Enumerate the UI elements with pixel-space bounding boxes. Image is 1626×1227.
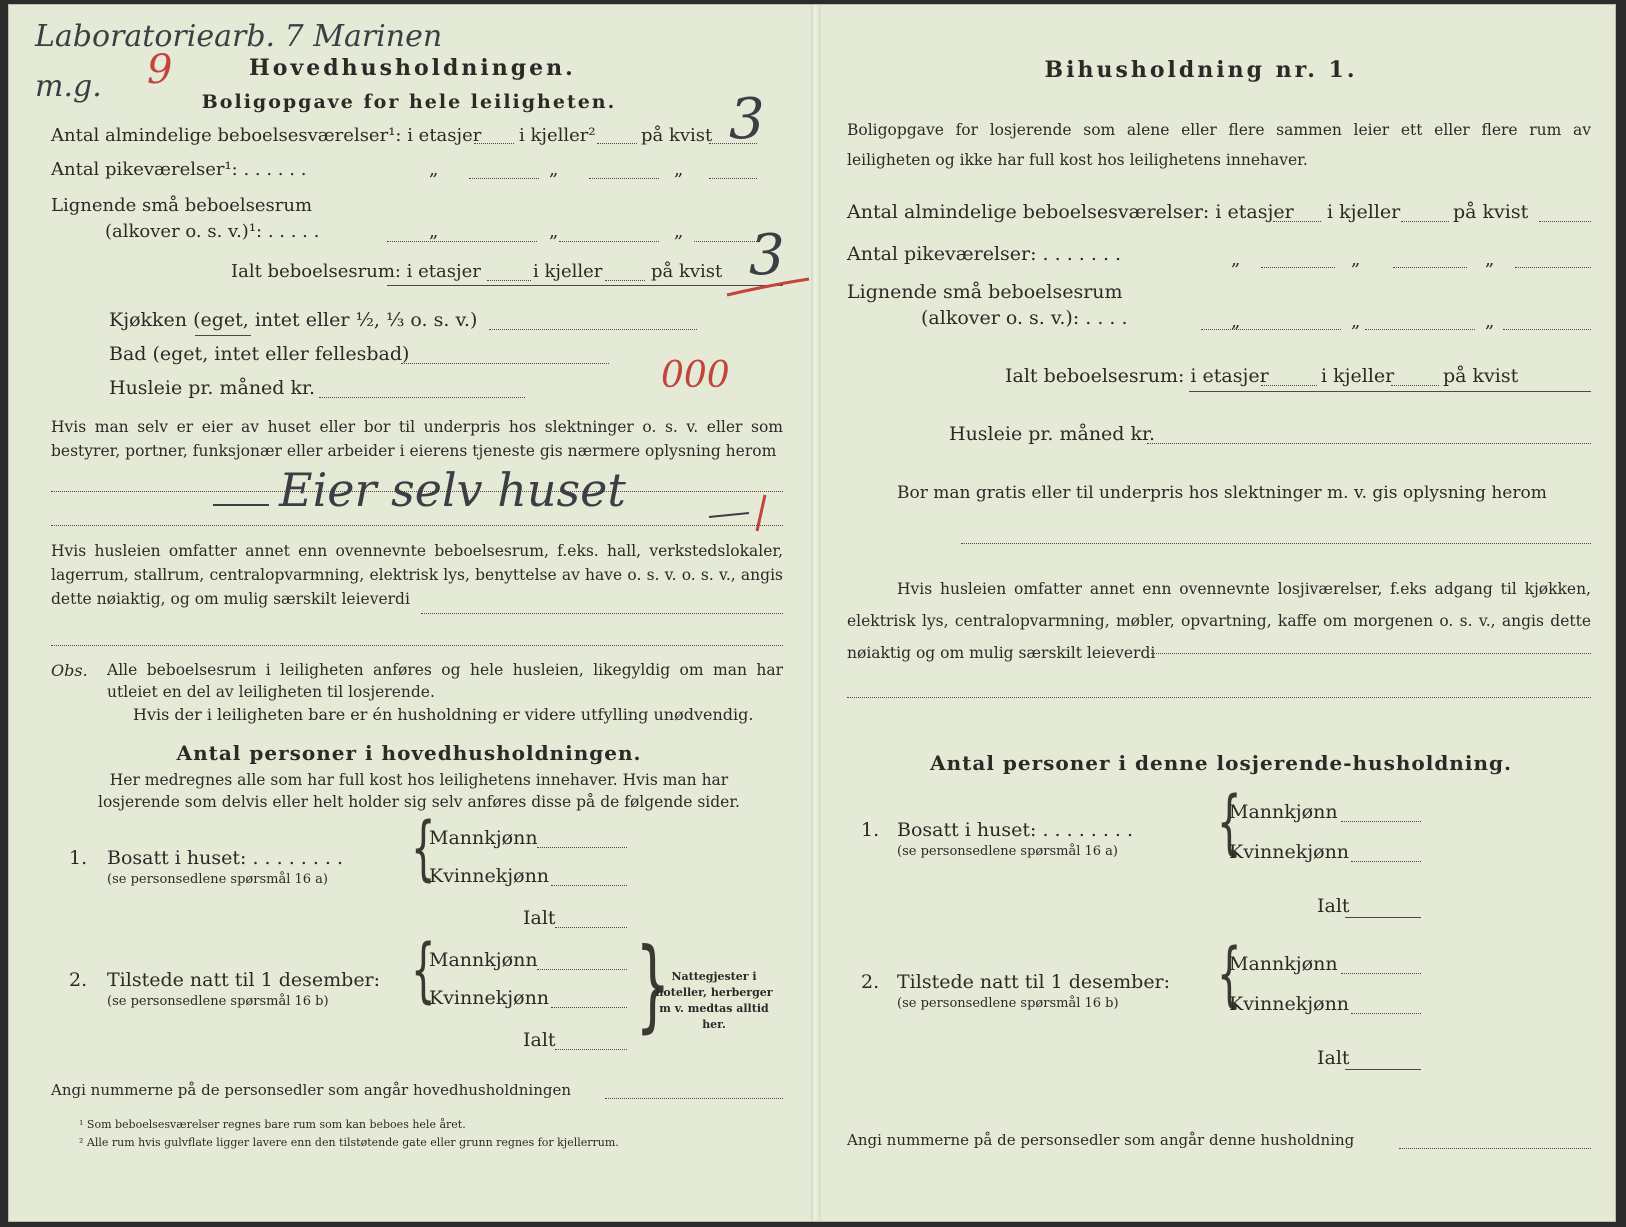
q2-female-field[interactable]	[551, 1007, 627, 1008]
bath-label: Bad (eget, intet eller fellesbad)	[109, 343, 410, 365]
q1-label: Bosatt i huset: . . . . . . . .	[107, 847, 344, 869]
right-q2-female-field[interactable]	[1351, 1013, 1421, 1014]
q2-male-label: Mannkjønn	[429, 949, 538, 971]
rooms-kjeller-label: i kjeller²	[519, 125, 596, 146]
maid-kvist-field[interactable]	[709, 178, 757, 179]
right-rooms-regular-label: Antal almindelige beboelsesværelser: i etasjer	[847, 201, 1294, 223]
person-numbers-field[interactable]	[605, 1098, 783, 1099]
right-rooms-kvist-label: på kvist	[1453, 201, 1529, 223]
ditto-mark: „	[674, 159, 684, 180]
right-total-etasjer-field[interactable]	[1261, 385, 1317, 386]
ditto-mark: „	[429, 221, 439, 242]
total-kvist-value: 3	[749, 223, 785, 288]
right-q1-male-label: Mannkjønn	[1229, 801, 1338, 823]
small-rooms-label: Lignende små beboelsesrum	[51, 195, 313, 216]
rooms-kvist-label: på kvist	[641, 125, 713, 146]
q1-brace: {	[411, 807, 436, 889]
ditto-mark: „	[1485, 249, 1495, 270]
right-q2-sub: (se personsedlene spørsmål 16 b)	[897, 996, 1119, 1011]
left-page-hovedhusholdning	[9, 5, 809, 1221]
q2-number: 2.	[69, 969, 88, 991]
right-q2-male-label: Mannkjønn	[1229, 953, 1338, 975]
q1-male-label: Mannkjønn	[429, 827, 538, 849]
total-kjeller-label: i kjeller	[533, 261, 603, 282]
right-small-rooms-label: Lignende små beboelsesrum	[847, 281, 1123, 303]
right-q2-male-field[interactable]	[1341, 973, 1421, 974]
census-form-sheet	[8, 4, 1616, 1222]
right-q1-label: Bosatt i huset: . . . . . . . .	[897, 819, 1134, 841]
rooms-etasjer-field[interactable]	[474, 143, 514, 144]
right-q1-female-field[interactable]	[1351, 861, 1421, 862]
rent-field[interactable]	[319, 397, 525, 398]
ditto-mark: „	[674, 221, 684, 242]
right-small-kjeller-field[interactable]	[1365, 329, 1475, 330]
right-persons-title: Antal personer i denne losjerende-husholdning.	[930, 751, 1512, 775]
right-rooms-kjeller-field[interactable]	[1401, 221, 1449, 222]
q1-total-field[interactable]	[555, 927, 627, 928]
q1-sub: (se personsedlene spørsmål 16 a)	[107, 872, 328, 887]
handwritten-mg: m.g.	[35, 69, 102, 104]
right-rent-field[interactable]	[1147, 443, 1591, 444]
right-rent-includes-instructions: Hvis husleien omfatter annet enn ovennevnte losjiværelser, f.eks adgang til kjøkken, elektrisk lys, centralopvarmning, møbler, opvartning, kaffe om morgenen o. s. v., angis dette nøiaktig og om mulig særskilt leieverdi	[847, 580, 1591, 662]
right-q1-number: 1.	[861, 819, 880, 841]
ditto-mark: „	[1231, 311, 1241, 332]
handwritten-household-number: 9	[147, 47, 173, 93]
page-fold	[811, 5, 821, 1221]
rooms-regular-label: Antal almindelige beboelsesværelser¹: i etasjer	[51, 125, 482, 146]
right-small-etasjer-field[interactable]	[1201, 329, 1341, 330]
right-total-underline	[1189, 391, 1591, 392]
right-rent-includes-field-line2[interactable]	[847, 697, 1591, 698]
right-q2-number: 2.	[861, 971, 880, 993]
right-person-numbers-field[interactable]	[1399, 1148, 1591, 1149]
right-total-kjeller-label: i kjeller	[1321, 365, 1395, 387]
owner-strokes	[209, 491, 789, 541]
rooms-kjeller-field[interactable]	[597, 143, 637, 144]
right-rooms-etasjer-field[interactable]	[1273, 221, 1321, 222]
right-total-kvist-label: på kvist	[1443, 365, 1519, 387]
bath-field[interactable]	[401, 363, 609, 364]
rent-includes-instructions: Hvis husleien omfatter annet enn ovennevnte beboelsesrum, f.eks. hall, verkstedslokaler, lagerrum, stallrum, centralopvarmning, elektrisk lys, benyttelse av have o. s. v. o. s. v., angis dette nøiaktig, og om mulig særskilt leieverdi	[51, 542, 783, 608]
ditto-mark: „	[1231, 249, 1241, 270]
right-maid-etasjer-field[interactable]	[1261, 267, 1335, 268]
handwritten-occupation: Laboratoriearb. 7 Marinen	[35, 19, 443, 54]
ditto-mark: „	[1485, 311, 1495, 332]
maid-etasjer-field[interactable]	[469, 178, 539, 179]
right-maid-kvist-field[interactable]	[1515, 267, 1591, 268]
q2-total-label: Ialt	[523, 1029, 556, 1051]
footnote-1: ¹ Som beboelsesværelser regnes bare rum som kan beboes hele året.	[79, 1118, 466, 1131]
right-maid-kjeller-field[interactable]	[1393, 267, 1467, 268]
persons-title: Antal personer i hovedhusholdningen.	[176, 741, 642, 765]
obs-text: Alle beboelsesrum i leiligheten anføres og hele husleien, likegyldig om man har utleiet en del av leiligheten til losjerende.	[107, 661, 783, 701]
right-q2-label: Tilstede natt til 1 desember:	[897, 971, 1171, 993]
q1-female-label: Kvinnekjønn	[429, 865, 550, 887]
rent-label: Husleie pr. måned kr.	[109, 377, 316, 399]
right-q1-brace: {	[1217, 781, 1242, 863]
rent-value: 000	[661, 355, 730, 396]
ditto-mark: „	[1351, 311, 1361, 332]
ditto-mark: „	[549, 221, 559, 242]
total-rooms-label: Ialt beboelsesrum: i etasjer	[231, 261, 481, 282]
lodger-intro: Boligopgave for losjerende som alene eller flere sammen leier ett eller flere rum av leiligheten og ikke har full kost hos leilighetens innehaver.	[847, 121, 1591, 169]
small-kvist-field[interactable]	[694, 241, 757, 242]
ditto-mark: „	[429, 159, 439, 180]
night-guests-note: Nattegjester i hoteller, herberger m v. medtas alltid her.	[655, 970, 773, 1031]
free-rent-field[interactable]	[961, 543, 1591, 544]
page-title: Hovedhusholdningen.	[249, 55, 576, 81]
right-q1-male-field[interactable]	[1341, 821, 1421, 822]
maid-rooms-label: Antal pikeværelser¹: . . . . . .	[51, 159, 307, 180]
kitchen-label: Kjøkken (eget, intet eller ½, ⅓ o. s. v.)	[109, 309, 478, 331]
owner-field-line2[interactable]	[51, 525, 783, 526]
right-title: Bihusholdning nr. 1.	[1044, 57, 1358, 83]
right-q1-total-field[interactable]	[1345, 917, 1421, 918]
rooms-kvist-value: 3	[729, 87, 765, 152]
persons-instructions: Her medregnes alle som har full kost hos leilighetens innehaver. Hvis man har losjerende som delvis eller helt holder sig selv anføres disse på de følgende sider.	[98, 771, 740, 811]
small-kjeller-field[interactable]	[559, 241, 659, 242]
q2-female-label: Kvinnekjønn	[429, 987, 550, 1009]
right-small-kvist-field[interactable]	[1503, 329, 1591, 330]
obs-text-2: Hvis der i leiligheten bare er én husholdning er videre utfylling unødvendig.	[133, 705, 754, 724]
q1-female-field[interactable]	[551, 885, 627, 886]
right-maid-rooms-label: Antal pikeværelser: . . . . . . .	[847, 243, 1122, 265]
right-q2-female-label: Kvinnekjønn	[1229, 993, 1350, 1015]
ditto-mark: „	[549, 159, 559, 180]
person-numbers-label: Angi nummerne på de personsedler som angår hovedhusholdningen	[51, 1081, 571, 1099]
q1-total-label: Ialt	[523, 907, 556, 929]
q1-number: 1.	[69, 847, 88, 869]
right-q2-brace: {	[1217, 933, 1242, 1015]
kitchen-field[interactable]	[489, 329, 697, 330]
q2-sub: (se personsedlene spørsmål 16 b)	[107, 994, 329, 1009]
right-q2-total-label: Ialt	[1317, 1047, 1350, 1069]
obs-label: Obs.	[51, 661, 88, 680]
total-kjeller-field[interactable]	[605, 280, 645, 281]
right-small-rooms-label-2: (alkover o. s. v.): . . . .	[921, 307, 1128, 329]
right-person-numbers-label: Angi nummerne på de personsedler som angår denne husholdning	[847, 1131, 1355, 1149]
q2-label: Tilstede natt til 1 desember:	[107, 969, 381, 991]
right-q2-total-field[interactable]	[1345, 1069, 1421, 1070]
right-q1-sub: (se personsedlene spørsmål 16 a)	[897, 844, 1118, 859]
q1-male-field[interactable]	[537, 847, 627, 848]
free-rent-instructions: Bor man gratis eller til underpris hos slektninger m. v. gis oplysning herom	[897, 483, 1547, 503]
right-total-kjeller-field[interactable]	[1391, 385, 1439, 386]
ditto-mark: „	[1351, 249, 1361, 270]
q2-brace: {	[411, 929, 436, 1011]
small-rooms-label-2: (alkover o. s. v.)¹: . . . . .	[105, 221, 320, 242]
kitchen-eget-underline	[195, 335, 251, 336]
right-rooms-kjeller-label: i kjeller	[1327, 201, 1401, 223]
rent-includes-field-line1[interactable]	[421, 613, 783, 614]
page-subtitle: Boligopgave for hele leiligheten.	[201, 91, 617, 113]
total-etasjer-field[interactable]	[487, 280, 531, 281]
red-check-stroke	[723, 275, 813, 301]
q2-total-field[interactable]	[555, 1049, 627, 1050]
q2-right-brace: }	[635, 926, 671, 1043]
small-etasjer-field[interactable]	[387, 241, 537, 242]
right-rooms-kvist-field[interactable]	[1539, 221, 1591, 222]
owner-instructions: Hvis man selv er eier av huset eller bor til underpris hos slektninger o. s. v. eller som bestyrer, portner, funksjonær eller arbeider i eierens tjeneste gis nærmere oplysning herom	[51, 418, 783, 460]
q2-male-field[interactable]	[537, 969, 627, 970]
right-total-rooms-label: Ialt beboelsesrum: i etasjer	[1005, 365, 1269, 387]
right-q1-total-label: Ialt	[1317, 895, 1350, 917]
footnote-2: ² Alle rum hvis gulvflate ligger lavere enn den tilstøtende gate eller grunn regnes for kjellerrum.	[79, 1136, 619, 1149]
total-kvist-label: på kvist	[651, 261, 723, 282]
owner-handwritten-answer: Eier selv huset	[279, 463, 626, 517]
right-rent-includes-field-line1[interactable]	[1151, 653, 1591, 654]
maid-kjeller-field[interactable]	[589, 178, 659, 179]
right-q1-female-label: Kvinnekjønn	[1229, 841, 1350, 863]
right-page-bihusholdning	[821, 5, 1615, 1221]
rent-includes-field-line2[interactable]	[51, 645, 783, 646]
right-rent-label: Husleie pr. måned kr.	[949, 423, 1156, 445]
